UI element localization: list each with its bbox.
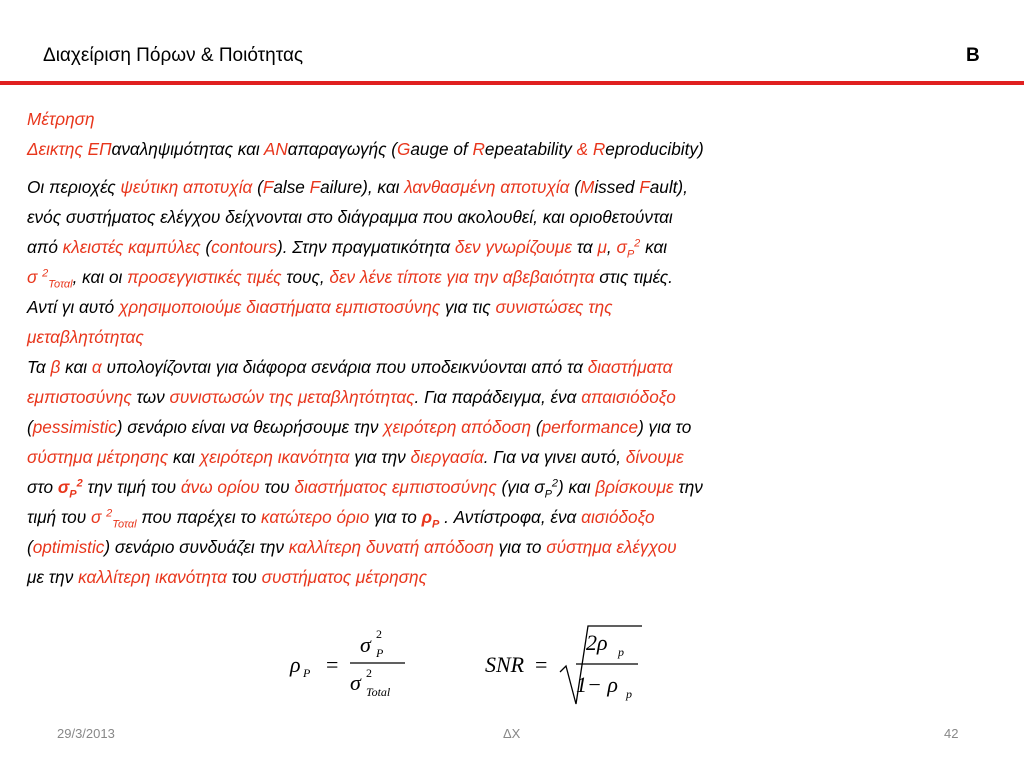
paragraph-2-line-7 xyxy=(27,532,1002,562)
text-span: , και οι xyxy=(72,267,128,287)
text-span: δεν λένε τίποτε για την αβεβαιότητα xyxy=(329,267,595,287)
text-span: ) σενάριο είναι να θεωρήσουμε την xyxy=(116,417,384,437)
text-span: εμπιστοσύνης xyxy=(27,387,132,407)
paragraph-1-line-4 xyxy=(27,262,1002,292)
snr-label: SNR xyxy=(485,652,525,677)
paragraph-1-line-5 xyxy=(27,292,1002,322)
text-span: R xyxy=(592,139,606,159)
text-span: χειρότερη ικανότητα xyxy=(199,447,350,467)
paragraph-2-line-8 xyxy=(27,562,1002,592)
text-span: σ xyxy=(57,477,70,497)
text-span: για το xyxy=(369,507,422,527)
text-span: και xyxy=(60,357,92,377)
text-span: G xyxy=(396,139,411,159)
text-span: alse xyxy=(273,177,310,197)
text-span: σ xyxy=(90,507,107,527)
text-span: δεν γνωρίζουμε xyxy=(454,237,572,257)
text-span: & xyxy=(576,139,589,159)
formulas xyxy=(270,622,690,712)
text-span: ΑΝ xyxy=(263,139,288,159)
text-span: μ xyxy=(597,237,607,257)
paragraph-1-line-3 xyxy=(27,232,1002,262)
text-span: και xyxy=(640,237,668,257)
denominator-sup: 2 xyxy=(366,666,372,680)
heading-line-2 xyxy=(27,134,1002,164)
rho-subscript: P xyxy=(303,666,311,680)
text-span: P xyxy=(69,488,77,501)
text-span: Αντί γι αυτό xyxy=(27,297,119,317)
text-span: F xyxy=(262,177,274,197)
text-span: epeatability xyxy=(484,139,577,159)
text-span: 2 xyxy=(106,507,113,520)
text-span: ) και xyxy=(558,477,596,497)
text-span: P xyxy=(431,518,440,531)
text-span: . Για παράδειγμα, ένα xyxy=(414,387,582,407)
text-span: F xyxy=(639,177,650,197)
formula-rho xyxy=(289,627,405,699)
text-span: issed xyxy=(594,177,640,197)
text-span: M xyxy=(579,177,595,197)
text-span: ailure), και xyxy=(320,177,405,197)
equals-sign: = xyxy=(535,652,548,677)
text-span: του xyxy=(259,477,295,497)
text-span: performance xyxy=(541,417,639,437)
text-span: ( xyxy=(27,537,33,557)
text-span: ( xyxy=(531,417,542,437)
text-span: τιμή του xyxy=(27,507,91,527)
text-span: β xyxy=(50,357,61,377)
equals-sign: = xyxy=(326,652,339,677)
text-span: συνιστώσες της xyxy=(495,297,613,317)
text-span: ( xyxy=(252,177,263,197)
text-span: ( xyxy=(569,177,580,197)
text-span: 2 xyxy=(551,477,559,490)
text-span: 2 xyxy=(634,237,641,250)
text-span: σύστημα μέτρησης xyxy=(27,447,169,467)
text-span: , xyxy=(606,237,617,257)
text-span: 2 xyxy=(42,267,49,280)
text-span: για την xyxy=(349,447,411,467)
text-span: auge of xyxy=(410,139,473,159)
paragraph-2-line-5 xyxy=(27,472,1002,502)
text-span: eproducibity) xyxy=(605,139,704,159)
slide-body xyxy=(27,104,1002,592)
text-span: κλειστές καμπύλες xyxy=(62,237,201,257)
text-span: λανθασμένη αποτυχία xyxy=(404,177,570,197)
text-span: ψεύτικη αποτυχία xyxy=(120,177,253,197)
paragraph-1-line-2: ενός συστήματος ελέγχου δείχνονται στο διάγραμμα που ακολουθεί, και οριοθετούνται xyxy=(27,207,673,227)
text-span: από xyxy=(27,237,63,257)
text-span: διαστήματα xyxy=(587,357,673,377)
snr-denominator: 1− ρ xyxy=(576,672,618,697)
text-span: ( xyxy=(27,417,33,437)
text-span: τα xyxy=(571,237,598,257)
text-span: P xyxy=(626,248,635,261)
text-span: για το xyxy=(493,537,547,557)
text-span: και xyxy=(168,447,200,467)
text-span: την xyxy=(673,477,703,497)
text-span: optimistic xyxy=(32,537,105,557)
numerator-sub: P xyxy=(376,646,384,660)
text-span: . Αντίστροφα, ένα xyxy=(439,507,582,527)
text-span: ault), xyxy=(649,177,688,197)
text-span: προσεγγιστικές τιμές xyxy=(127,267,282,287)
text-span: σ xyxy=(27,267,43,287)
text-span: απαισιόδοξο xyxy=(581,387,676,407)
slide-title: Διαχείριση Πόρων & Ποιότητας xyxy=(43,45,304,66)
paragraph-2-line-2 xyxy=(27,382,1002,412)
paragraph-1-line-6: μεταβλητότητας xyxy=(27,327,144,347)
text-span: καλλίτερη ικανότητα xyxy=(78,567,227,587)
paragraph-2-line-1 xyxy=(27,352,1002,382)
text-span: Τα xyxy=(27,357,51,377)
footer-date: 29/3/2013 xyxy=(57,726,115,741)
snr-numerator-sub: p xyxy=(618,645,624,659)
paragraph-1-line-1 xyxy=(27,172,1002,202)
text-span: δίνουμε xyxy=(625,447,684,467)
denominator-sub: Total xyxy=(366,685,391,699)
text-span: αισιόδοξο xyxy=(581,507,655,527)
text-span: ) σενάριο συνδυάζει την xyxy=(104,537,289,557)
rho-symbol: ρ xyxy=(290,652,301,677)
text-span: αναληψιμότητας και xyxy=(111,139,264,159)
header-divider xyxy=(0,81,1024,85)
text-span: P xyxy=(544,488,552,501)
text-span: διαστήματος εμπιστοσύνης xyxy=(294,477,497,497)
snr-denominator-sub: p xyxy=(626,687,632,701)
text-span: την τιμή του xyxy=(82,477,181,497)
text-span: F xyxy=(309,177,321,197)
text-span: στο xyxy=(27,477,58,497)
text-span: contours xyxy=(211,237,277,257)
snr-numerator: 2ρ xyxy=(586,630,608,655)
text-span: ) για το xyxy=(638,417,692,437)
text-span: συστήματος μέτρησης xyxy=(261,567,427,587)
text-span: χρησιμοποιούμε διαστήματα εμπιστοσύνης xyxy=(118,297,441,317)
text-span: Οι περιοχές xyxy=(27,177,121,197)
spacer xyxy=(27,164,1002,172)
numerator-sup: 2 xyxy=(376,627,382,641)
numerator-sigma: σ xyxy=(360,632,371,657)
paragraph-2-line-6 xyxy=(27,502,1002,532)
text-span: για τις xyxy=(440,297,496,317)
text-span: τους, xyxy=(281,267,330,287)
text-span: διεργασία xyxy=(410,447,484,467)
text-span: Τοταl xyxy=(112,518,137,531)
paragraph-2-line-4 xyxy=(27,442,1002,472)
denominator-sigma: σ xyxy=(350,670,361,695)
text-span: άνω ορίου xyxy=(180,477,260,497)
text-span: χειρότερη απόδοση xyxy=(383,417,532,437)
text-span: Δεικτης ΕΠ xyxy=(27,139,112,159)
text-span: κατώτερο όριο xyxy=(260,507,370,527)
text-span: του xyxy=(226,567,262,587)
text-span: καλλίτερη δυνατή απόδοση xyxy=(288,537,494,557)
text-span: ρ xyxy=(421,507,432,527)
text-span: στις τιμές. xyxy=(594,267,673,287)
text-span: ( xyxy=(200,237,212,257)
footer-author: ΔΧ xyxy=(503,726,521,741)
text-span: α xyxy=(91,357,102,377)
text-span: συνιστωσών της μεταβλητότητας xyxy=(169,387,415,407)
text-span: R xyxy=(472,139,485,159)
formula-snr xyxy=(485,626,642,704)
text-span: απαραγωγής ( xyxy=(287,139,397,159)
text-span: . Για να γινει αυτό, xyxy=(483,447,626,467)
text-span: (για σ xyxy=(496,477,545,497)
text-span: που παρέχει το xyxy=(136,507,261,527)
text-span: σ xyxy=(616,237,627,257)
text-span: ). Στην πραγματικότητα xyxy=(277,237,455,257)
text-span: σύστημα ελέγχου xyxy=(546,537,677,557)
heading-line-1: Μέτρηση xyxy=(27,109,95,129)
section-label: B xyxy=(966,45,980,66)
text-span: 2 xyxy=(76,477,83,490)
text-span: pessimistic xyxy=(32,417,117,437)
text-span: με την xyxy=(27,567,79,587)
text-span: των xyxy=(131,387,170,407)
text-span: Τοταl xyxy=(48,278,73,291)
paragraph-2-line-3 xyxy=(27,412,1002,442)
slide-header xyxy=(0,0,1024,84)
text-span: βρίσκουμε xyxy=(595,477,674,497)
page-number: 42 xyxy=(944,726,959,741)
text-span: υπολογίζονται για διάφορα σενάρια που υποδεικνύονται από τα xyxy=(101,357,588,377)
